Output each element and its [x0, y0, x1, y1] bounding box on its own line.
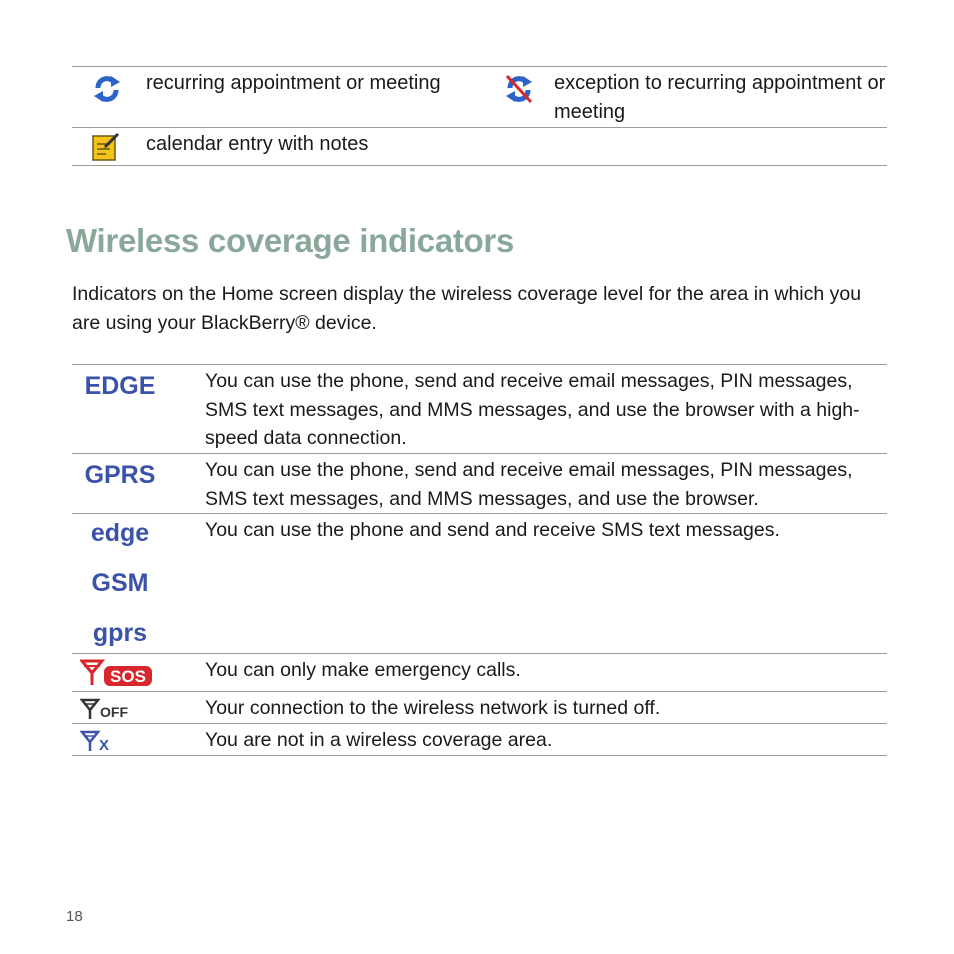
recurring-appointment-label: recurring appointment or meeting	[146, 72, 441, 94]
page-number: 18	[66, 908, 83, 925]
gsm-indicator: GSM	[91, 569, 149, 597]
no-coverage-icon	[80, 730, 116, 752]
sos-description: You can only make emergency calls.	[205, 659, 521, 681]
table-row	[72, 365, 887, 454]
table-row	[72, 692, 887, 724]
radio-off-icon	[80, 698, 132, 720]
gprs-description: You can use the phone, send and receive email messages, PIN messages, SMS text messages, and MMS messages, and use the browser.	[205, 459, 853, 510]
notes-label: calendar entry with notes	[146, 133, 369, 155]
off-icon-text: OFF	[100, 704, 128, 720]
sos-signal-icon	[80, 659, 154, 687]
off-description: Your connection to the wireless network is turned off.	[205, 697, 661, 719]
no-coverage-icon-text: X	[99, 737, 110, 752]
recurring-appointment-icon	[92, 73, 122, 105]
table-row	[72, 724, 887, 756]
edge-indicator: EDGE	[84, 372, 156, 400]
gprs-indicator: GPRS	[84, 461, 156, 489]
no-coverage-description: You are not in a wireless coverage area.	[205, 729, 553, 751]
table-row	[72, 67, 887, 128]
intro-paragraph: Indicators on the Home screen display the wireless coverage level for the area in which you are using your BlackBerry® device.	[72, 283, 862, 334]
calendar-icons-table	[72, 66, 887, 166]
edge-description: You can use the phone, send and receive email messages, PIN messages, SMS text messages, and MMS messages, and use the browser with a high-speed data connection.	[205, 370, 860, 449]
sos-icon-text: SOS	[110, 667, 146, 686]
gprs-lowercase-indicator: gprs	[92, 619, 148, 647]
table-row	[72, 454, 887, 514]
notes-icon	[92, 132, 120, 162]
coverage-indicators-table	[72, 364, 887, 756]
edge-lowercase-indicator: edge	[90, 519, 150, 547]
table-row	[72, 514, 887, 654]
recurring-exception-label: exception to recurring appointment or meeting	[554, 72, 886, 123]
section-title: Wireless coverage indicators	[66, 222, 515, 259]
recurring-exception-icon	[504, 73, 534, 105]
table-row	[72, 128, 887, 166]
table-row	[72, 654, 887, 692]
basic-description: You can use the phone and send and receive SMS text messages.	[205, 519, 780, 541]
